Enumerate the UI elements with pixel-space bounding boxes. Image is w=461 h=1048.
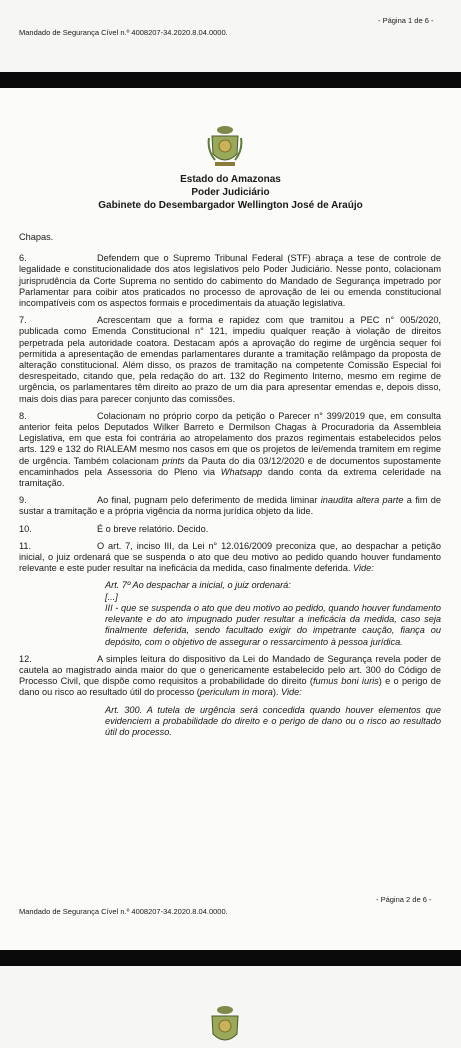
paragraph-11 [19,541,441,575]
italic-term: inaudita altera parte [320,495,404,506]
paragraph-text: da Pauta do dia 03/12/2020 e de documentos supostamente encaminhados pela Assessoria do Pleno via [19,455,441,477]
letterhead-state: Estado do Amazonas [180,174,281,185]
paragraph-text: ). [272,687,281,698]
top-header-right: - Página 1 de 6 - [378,16,434,25]
paragraph-text: Colacionam no próprio corpo da petição o Parecer n° 399/2019 que, em consulta anterior feita pelos Deputados Wilker Barreto e Dermilson Chagas à Procuradoria da Assembleia Legislativa, em que esta foi contrária ao atropelamento dos prazos regimentais estabelecidos pelos arts. 129 e 132 do RIALEAM mesmo nos casos em que os projetos de lei/emenda tramitem em regime de urgência. Também colacionam [19,410,441,466]
italic-term: Vide: [280,687,302,698]
paragraph-6 [19,253,441,309]
page-separator-bottom [0,950,461,966]
quote-art-300 [105,705,441,739]
paragraph-text: A simples leitura do dispositivo da Lei do Mandado de Segurança revela poder de cautela ao magistrado ainda maior do que o genericamente estabelecido pelo art. 300 do Código de Processo Civil, que dispõe como requisitos a probabilidade do direito ( [19,653,441,687]
paragraph-8 [19,411,441,489]
paragraph-9 [19,495,441,517]
paragraph-text: Defendem que o Supremo Tribunal Federal (STF) abraça a tese de controle de legalidade e constitucionalidade dos atos legislativos pelo Poder Judiciário. Nesse ponto, colacionam jurisprudência da Corte Suprema no sentido do cabimento do Mandado de Segurança impetrado por Parlamentar para coibir atos praticados no processo de aprovação de lei ou emenda constitucional incompatíveis com os aspectos formais e procedimentais da atuação legislativa. [19,253,441,309]
paragraph-number: 12. [19,653,32,664]
italic-term: Whatsapp [220,466,263,477]
paragraph-number: 11. [19,540,32,551]
italic-term: fumus boni iuris [312,676,379,687]
footer-case-number: Mandado de Segurança Cível n.º 4008207-34.2020.8.04.0000. [19,907,228,916]
document-body [19,232,441,744]
paragraph-number: 7. [19,315,27,326]
letterhead-judiciary: Poder Judiciário [191,187,270,198]
paragraph-number: 8. [19,410,27,421]
paragraph-text: Ao final, pugnam pelo deferimento de medida liminar [97,495,321,506]
paragraph-text: Acrescentam que a forma e rapidez com que tramitou a PEC n° 005/2020, publicada como Emenda Constitucional n° 121, impediu qualquer reação à violação de direitos perpetrada pela autoridade coatora. Destacam após a aprovação do regime de urgência sequer foi permitida a apresentação de emendas parlamentares durante a tramitação relâmpago da proposta de alteração constitucional. Além disso, os prazos de tramitação na competente Comissão Especial foi desrespeitado, citando que, pela redação do art. 132 do Regimento Interno, mesmo em regime de urgência, os parlamentares têm direito ao prazo de um dia para apresentar emendas e, depois disso, mais dois dias para parecer conjunto das comissões. [19,315,441,404]
paragraph-text: a fim de sustar a tramitação e a própria vigência da norma jurídica objeto da lide. [19,495,442,517]
paragraph-number: 9. [19,495,27,506]
paragraph-7 [19,315,441,405]
paragraph-number: 10. [19,523,32,534]
italic-term: prints [162,455,185,466]
paragraph-12 [19,654,441,699]
quote-line: III - que se suspenda o ato que deu motivo ao pedido, quando houver fundamento relevante e do ato impugnado puder resultar a ineficácia da medida, caso seja finalmente deferida, sendo facultado exigir do impetrante caução, fiança ou depósito, com o objetivo de assegurar o ressarcimento à pessoa jurídica. [105,602,441,647]
quote-line: Art. 7º Ao despachar a inicial, o juiz ordenará: [105,580,291,591]
paragraph-text: ) e o perigo de dano ou risco ao resultado útil do processo ( [19,676,442,698]
opening-text: Chapas. [19,232,54,242]
footer-page-number: - Página 2 de 6 - [376,895,432,904]
paragraph-text: O art. 7, inciso III, da Lei n° 12.016/2009 preconiza que, ao despachar a petição inicial, o juiz ordenará que se suspenda o ato que deu motivo ao pedido quando houver fundamento relevante e este puder resultar na ineficácia da medida, caso finalmente deferida. [19,540,441,574]
coat-of-arms-icon [207,124,243,168]
paragraph-number: 6. [19,253,27,264]
paragraph-10 [19,524,441,535]
paragraph-text: É o breve relatório. Decido. [97,523,209,534]
italic-term: Vide: [353,563,374,574]
page-separator-top [0,72,461,88]
coat-of-arms-icon [207,1004,243,1048]
letterhead-office: Gabinete do Desembargador Wellington José de Araújo [98,200,363,211]
quote-line: [...] [105,591,118,602]
quote-art-7 [105,580,441,647]
top-header-left: Mandado de Segurança Cível n.º 4008207-34.2020.8.04.0000. [19,28,228,37]
paragraph-text: dando conta da extrema celeridade na tramitação. [19,466,441,489]
quote-line: Art. 300. A tutela de urgência será concedida quando houver elementos que evidenciem a probabilidade do direito e o perigo de dano ou o risco ao resultado útil do processo. [105,704,441,737]
italic-term: periculum in mora [199,687,273,698]
